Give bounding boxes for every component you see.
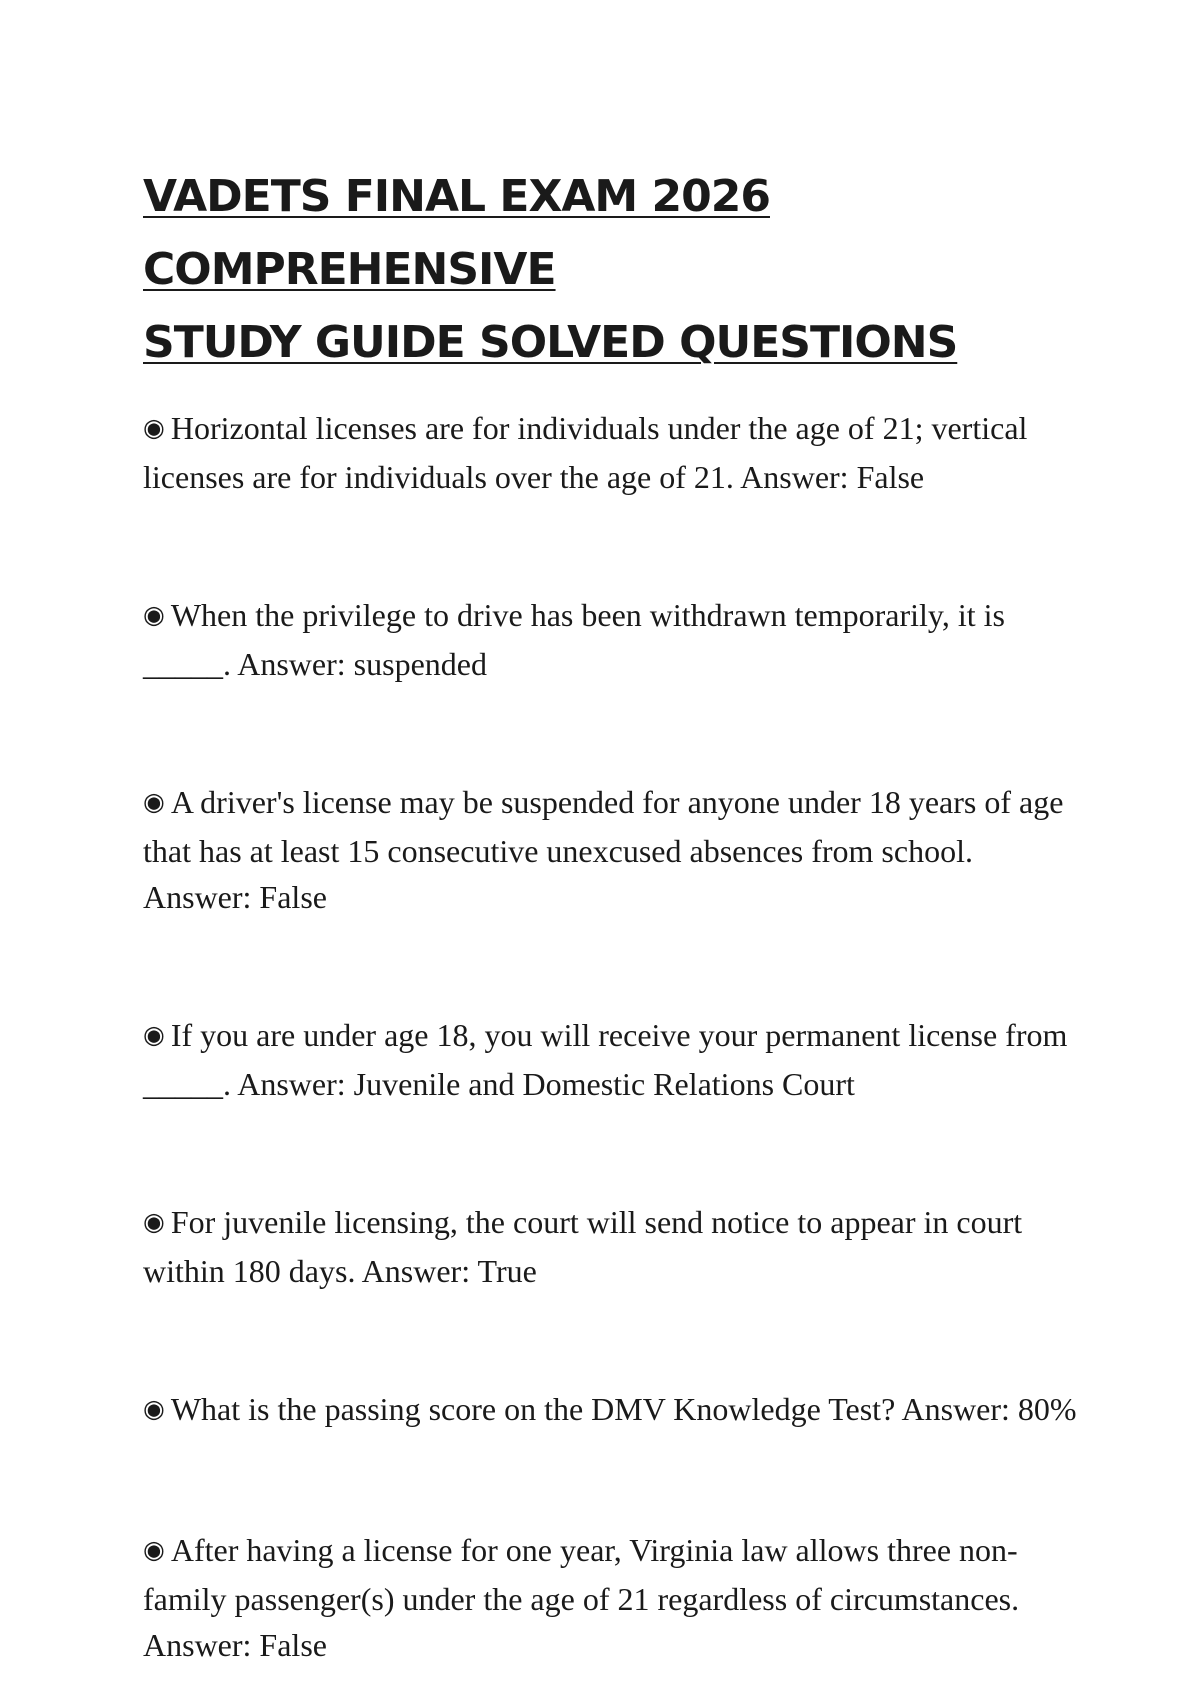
question-list <box>143 405 1078 1668</box>
question-item <box>143 1012 1078 1107</box>
title-line-1: VADETS FINAL EXAM 2026 COMPREHENSIVE <box>143 171 770 295</box>
question-text: What is the passing score on the DMV Knowledge Test? Answer: 80% <box>170 1391 1077 1427</box>
radio-bullet-icon: ◉ <box>143 1394 165 1423</box>
question-item <box>143 1199 1078 1294</box>
question-item <box>143 592 1078 687</box>
question-item <box>143 1386 1078 1435</box>
radio-bullet-icon: ◉ <box>143 1207 165 1236</box>
question-text: For juvenile licensing, the court will send notice to appear in court within 180 days. Answer: True <box>143 1204 1023 1289</box>
question-text: A driver's license may be suspended for anyone under 18 years of age that has at least 15 consecutive unexcused absences from school. Answer: False <box>143 784 1064 915</box>
radio-bullet-icon: ◉ <box>143 413 165 442</box>
question-text: After having a license for one year, Virginia law allows three non-family passenger(s) under the age of 21 regardless of circumstances. Answer: False <box>143 1532 1020 1663</box>
title-line-2: STUDY GUIDE SOLVED QUESTIONS <box>143 317 958 368</box>
document-page <box>143 160 1078 1668</box>
radio-bullet-icon: ◉ <box>143 787 165 816</box>
radio-bullet-icon: ◉ <box>143 1020 165 1049</box>
question-item <box>143 779 1078 920</box>
question-item <box>143 405 1078 500</box>
question-text: Horizontal licenses are for individuals under the age of 21; vertical licenses are for individuals over the age of 21. Answer: False <box>143 410 1028 495</box>
radio-bullet-icon: ◉ <box>143 600 165 629</box>
document-title <box>143 160 1078 379</box>
radio-bullet-icon: ◉ <box>143 1535 165 1564</box>
question-text: If you are under age 18, you will receive your permanent license from _____. Answer: Juvenile and Domestic Relations Court <box>143 1017 1068 1102</box>
question-text: When the privilege to drive has been withdrawn temporarily, it is _____. Answer: suspended <box>143 597 1005 682</box>
question-item <box>143 1527 1078 1668</box>
